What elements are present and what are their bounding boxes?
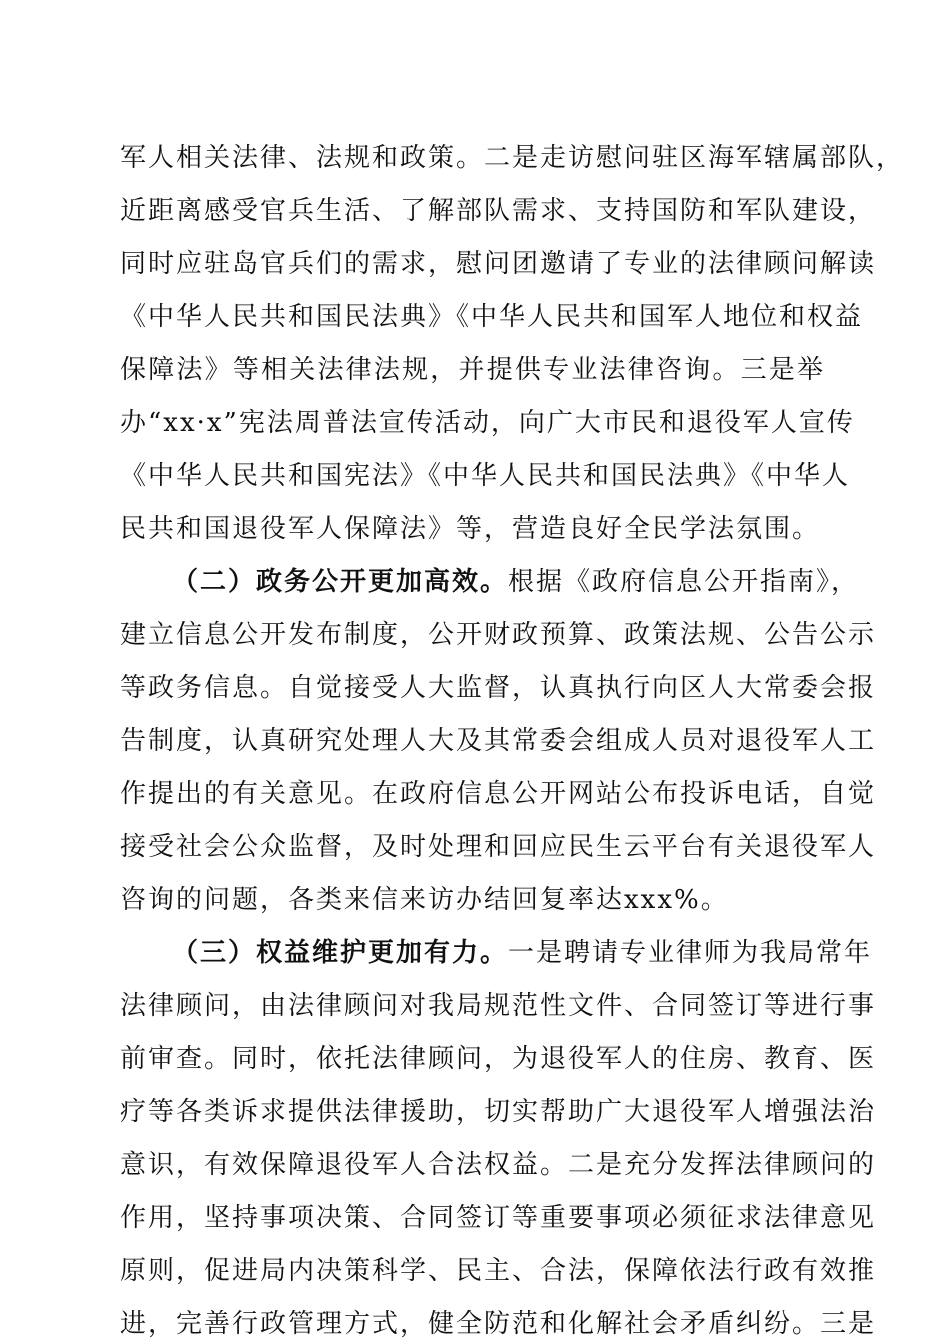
paragraph-line: 作提出的有关意见。在政府信息公开网站公布投诉电话，自觉 xyxy=(120,779,877,809)
section-2-first-line-text: 根据《政府信息公开指南》， xyxy=(508,567,860,597)
section-2-first-line xyxy=(172,567,860,597)
paragraph-line: 民共和国退役军人保障法》等，营造良好全民学法氛围。 xyxy=(120,514,821,544)
paragraph-line: 《中华人民共和国宪法》《中华人民共和国民法典》《中华人 xyxy=(120,461,851,491)
paragraph-line: 办“xx·x”宪法周普法宣传活动，向广大市民和退役军人宣传 xyxy=(120,408,855,438)
paragraph-line: 近距离感受官兵生活、了解部队需求、支持国防和军队建设， xyxy=(120,196,877,226)
paragraph-line: 同时应驻岛官兵们的需求，慰问团邀请了专业的法律顾问解读 xyxy=(120,249,877,279)
paragraph-line: 疗等各类诉求提供法律援助，切实帮助广大退役军人增强法治 xyxy=(120,1097,877,1127)
paragraph-line: 等政务信息。自觉接受人大监督，认真执行向区人大常委会报 xyxy=(120,673,877,703)
paragraph-line: 接受社会公众监督，及时处理和回应民生云平台有关退役军人 xyxy=(120,832,877,862)
paragraph-line: 法律顾问，由法律顾问对我局规范性文件、合同签订等进行事 xyxy=(120,991,877,1021)
paragraph-line: 意识，有效保障退役军人合法权益。二是充分发挥法律顾问的 xyxy=(120,1150,877,1180)
paragraph-line: 建立信息公开发布制度，公开财政预算、政策法规、公告公示 xyxy=(120,620,877,650)
paragraph-line: 原则，促进局内决策科学、民主、合法，保障依法行政有效推 xyxy=(120,1256,877,1286)
paragraph-line: 保障法》等相关法律法规，并提供专业法律咨询。三是举 xyxy=(120,355,825,385)
paragraph-line: 军人相关法律、法规和政策。二是走访慰问驻区海军辖属部队， xyxy=(120,143,905,173)
paragraph-line: 进，完善行政管理方式，健全防范和化解社会矛盾纠纷。三是 xyxy=(120,1309,877,1339)
section-3-heading: （三）权益维护更加有力。 xyxy=(172,938,509,968)
paragraph-line: 前审查。同时，依托法律顾问，为退役军人的住房、教育、医 xyxy=(120,1044,877,1074)
section-3-first-line xyxy=(172,938,873,968)
paragraph-line: 作用，坚持事项决策、合同签订等重要事项必须征求法律意见 xyxy=(120,1203,877,1233)
section-3-first-line-text: 一是聘请专业律师为我局常年 xyxy=(508,938,873,968)
paragraph-line: 告制度，认真研究处理人大及其常委会组成人员对退役军人工 xyxy=(120,726,877,756)
section-2-heading: （二）政务公开更加高效。 xyxy=(172,567,509,597)
paragraph-line: 咨询的问题，各类来信来访办结回复率达xxx%。 xyxy=(120,885,729,915)
paragraph-line: 《中华人民共和国民法典》《中华人民共和国军人地位和权益 xyxy=(120,302,864,332)
